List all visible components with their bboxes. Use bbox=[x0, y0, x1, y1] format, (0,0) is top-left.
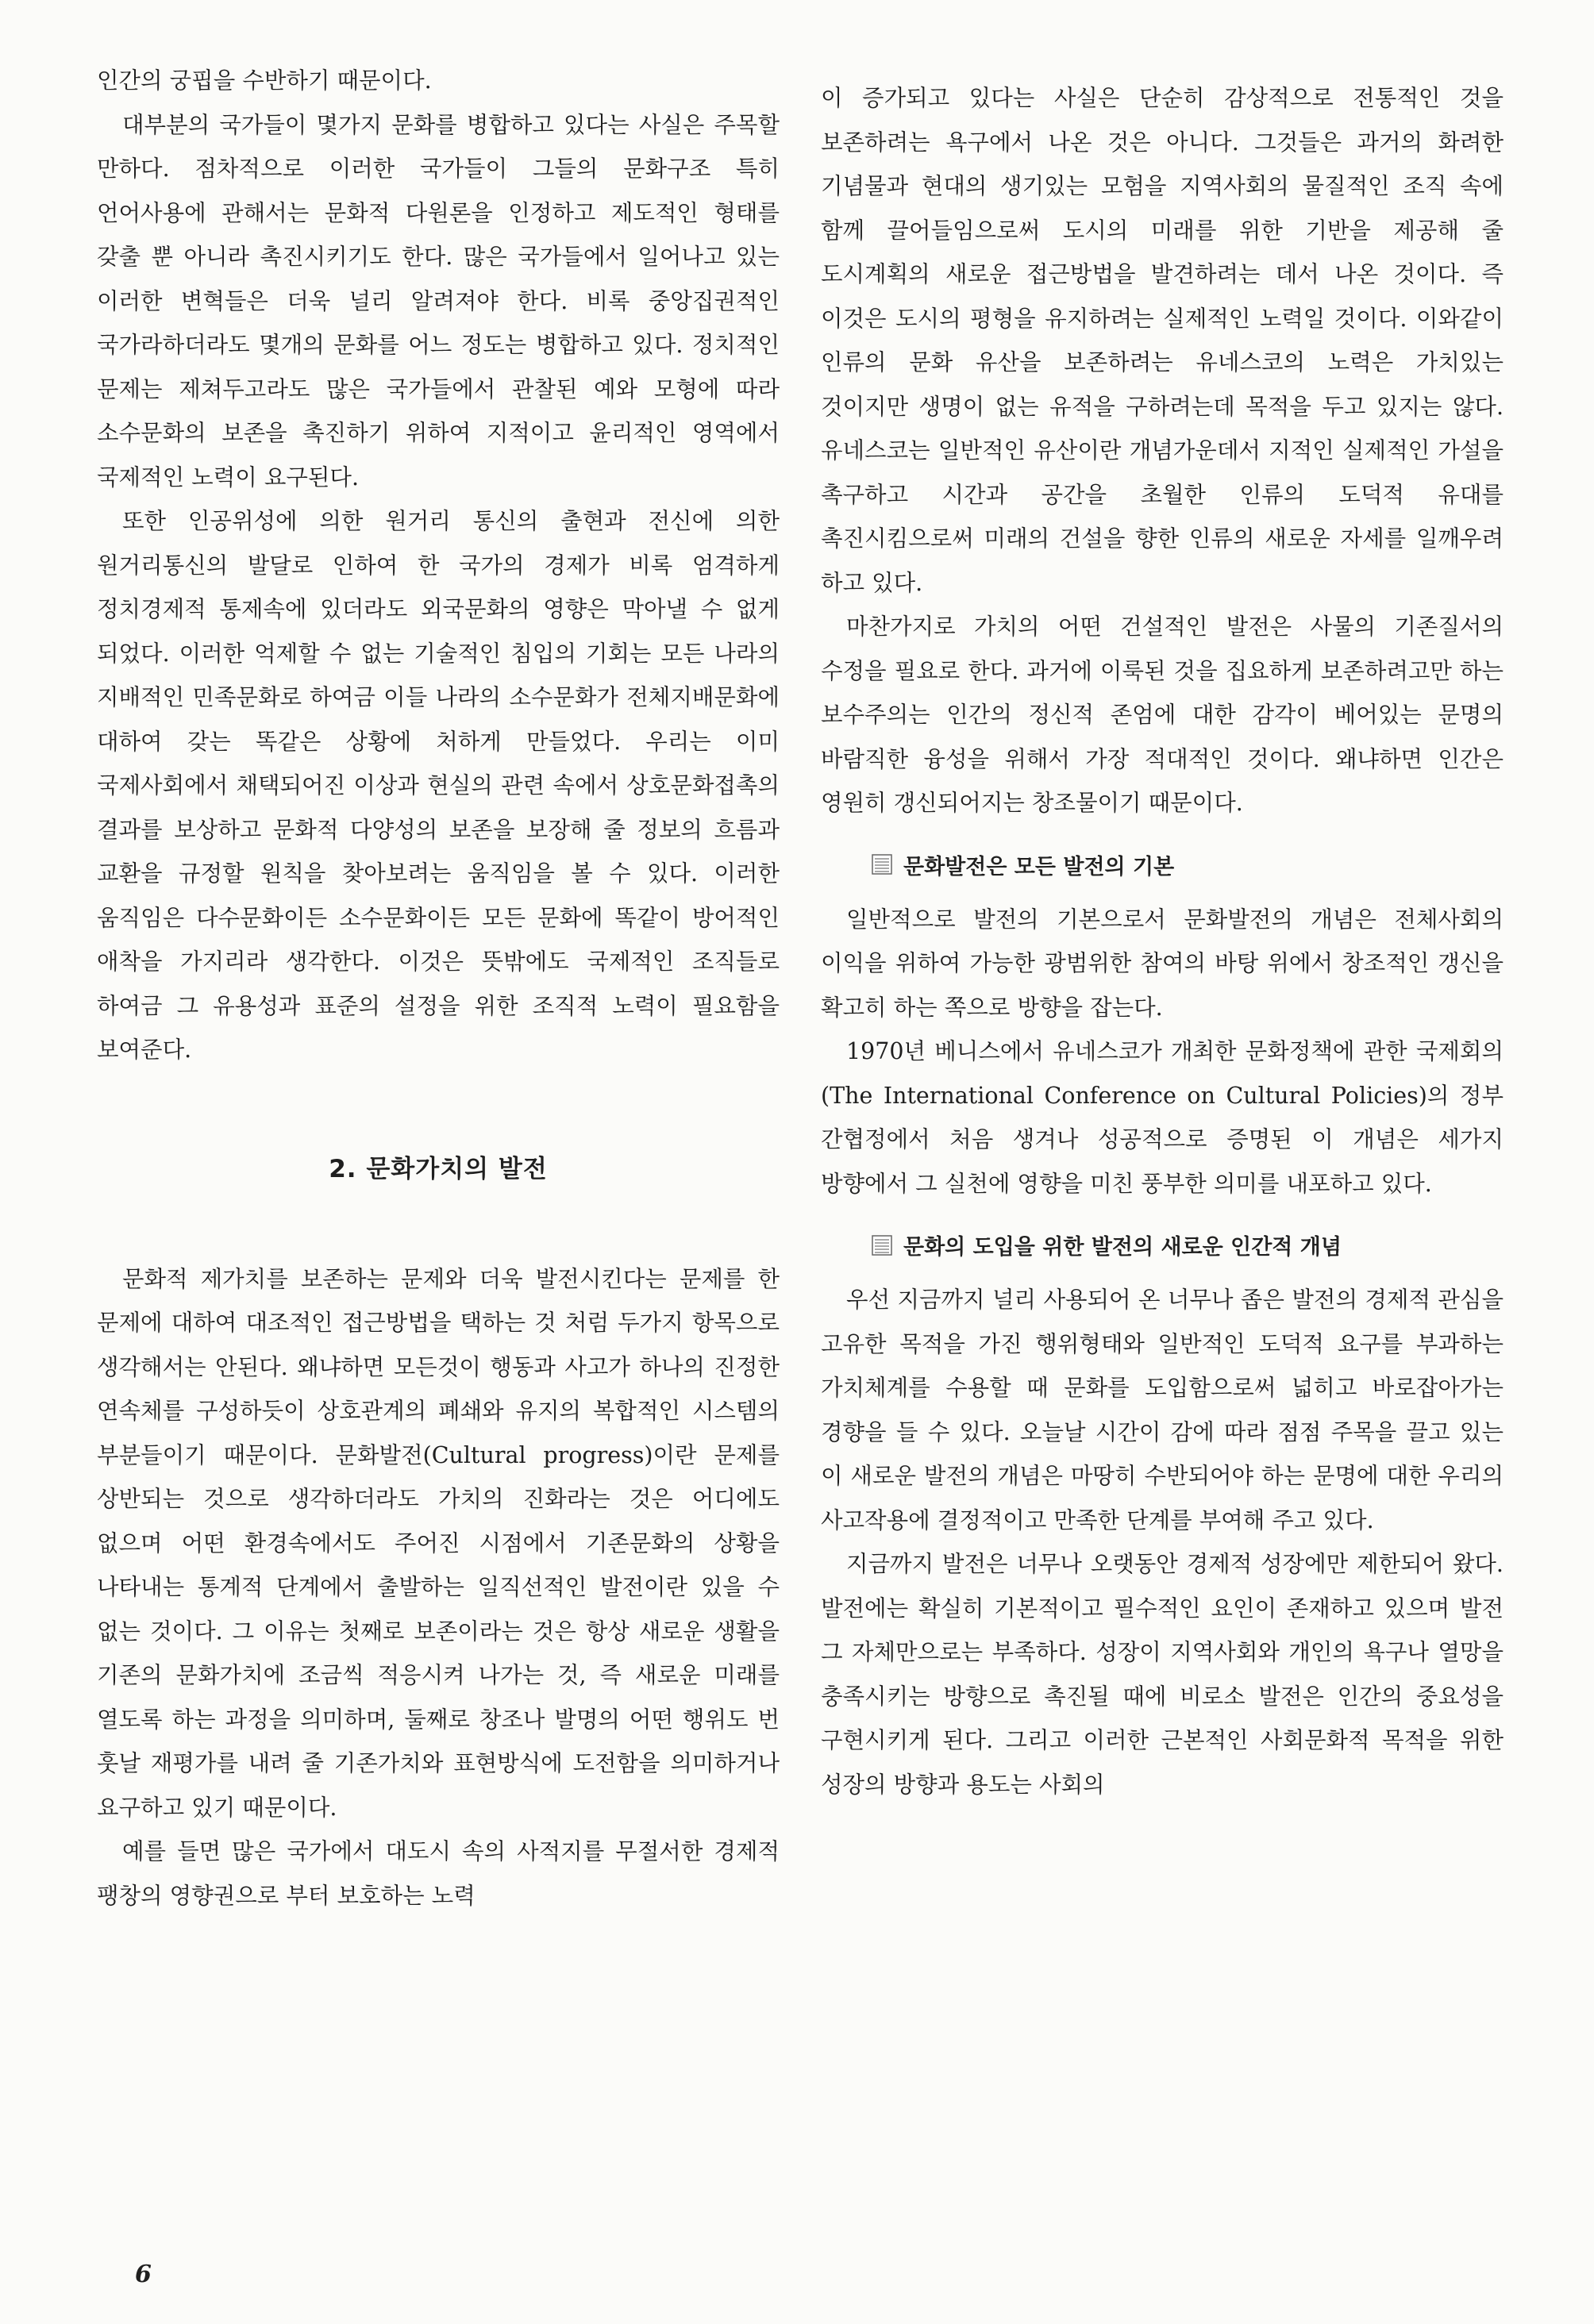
paragraph: 예를 들면 많은 국가에서 대도시 속의 사적지를 무절서한 경제적 팽창의 영향권으로 부터 보호하는 노력 bbox=[97, 1838, 780, 1909]
subheading-text: 문화의 도입을 위한 발전의 새로운 인간적 개념 bbox=[903, 1235, 1342, 1260]
paragraph: 이 증가되고 있다는 사실은 단순히 감상적으로 전통적인 것을 보존하려는 욕구에서 나온 것은 아니다. 그것들은 과거의 화려한 기념물과 현대의 생기있는 모험을 지역사회의 물질적인 조직 속에 함께 끌어들임으로써 도시의 미래를 위한 기반을 제공해 줄 도시계획의 새로운 접근방법을 발견하려는 데서 나온 것이다. 즉 이것은 도시의 평형을 유지하려는 실제적인 노력일 것이다. 이와같이 인류의 문화 유산을 보존하려는 유네스코의 노력은 가치있는 것이지만 생명이 없는 유적을 구하려는데 목적을 두고 있지는 않다. 유네스코는 일반적인 유산이란 개념가운데서 지적인 실제적인 가설을 촉구하고 시간과 공간을 초월한 인류의 도덕적 유대를 촉진시킴으로써 미래의 건설을 향한 인류의 새로운 자세를 일깨우려 하고 있다. bbox=[821, 85, 1504, 596]
right-column bbox=[821, 76, 1504, 1806]
paragraph: 대부분의 국가들이 몇가지 문화를 병합하고 있다는 사실은 주목할 만하다. 점차적으로 이러한 국가들이 그들의 문화구조 특히 언어사용에 관해서는 문화적 다원론을 인정하고 제도적인 형태를 갖출 뿐 아니라 촉진시키기도 한다. 많은 국가들에서 일어나고 있는 이러한 변혁들은 더욱 널리 알려져야 한다. 비록 중앙집권적인 국가라하더라도 몇개의 문화를 어느 정도는 병합하고 있다. 정치적인 문제는 제쳐두고라도 많은 국가들에서 관찰된 예와 모형에 따라 소수문화의 보존을 촉진하기 위하여 지적이고 윤리적인 영역에서 국제적인 노력이 요구된다. bbox=[97, 111, 780, 491]
paragraph: 일반적으로 발전의 기본으로서 문화발전의 개념은 전체사회의 이익을 위하여 가능한 광범위한 참여의 바탕 위에서 창조적인 갱신을 확고히 하는 쪽으로 방향을 잡는다. bbox=[821, 906, 1504, 1021]
square-bullet-icon bbox=[872, 1235, 892, 1256]
square-bullet-icon bbox=[872, 854, 892, 875]
paragraph: 또한 인공위성에 의한 원거리 통신의 출현과 전신에 의한 원거리통신의 발달로 인하여 한 국가의 경제가 비록 엄격하게 정치경제적 통제속에 있더라도 외국문화의 영향은 막아낼 수 없게 되었다. 이러한 억제할 수 없는 기술적인 침입의 기회는 모든 나라의 지배적인 민족문화로 하여금 이들 나라의 소수문화가 전체지배문화에 대하여 갖는 똑같은 상황에 처하게 만들었다. 우리는 이미 국제사회에서 채택되어진 이상과 현실의 관련 속에서 상호문화접촉의 결과를 보상하고 문화적 다양성의 보존을 보장해 줄 정보의 흐름과 교환을 규정할 원칙을 찾아보려는 움직임을 볼 수 있다. 이러한 움직임은 다수문화이든 소수문화이든 모든 문화에 똑같이 방어적인 애착을 가지리라 생각한다. 이것은 뜻밖에도 국제적인 조직들로 하여금 그 유용성과 표준의 설정을 위한 조직적 노력이 필요함을 보여준다. bbox=[97, 508, 780, 1063]
section-title: 2. 문화가치의 발전 bbox=[329, 1154, 548, 1183]
paragraph: 우선 지금까지 널리 사용되어 온 너무나 좁은 발전의 경제적 관심을 고유한 목적을 가진 행위형태와 일반적인 도덕적 요구를 부과하는 가치체계를 수용할 때 문화를 도입함으로써 넓히고 바로잡아가는 경향을 들 수 있다. 오늘날 시간이 감에 따라 점점 주목을 끌고 있는 이 새로운 발전의 개념은 마땅히 수반되어야 하는 문명에 대한 우리의 사고작용에 결정적이고 만족한 단계를 부여해 주고 있다. bbox=[821, 1287, 1504, 1533]
subheading-text: 문화발전은 모든 발전의 기본 bbox=[903, 854, 1175, 879]
left-column bbox=[97, 59, 780, 1918]
paragraph: 문화적 제가치를 보존하는 문제와 더욱 발전시킨다는 문제를 한 문제에 대하여 대조적인 접근방법을 택하는 것 처럼 두가지 항목으로 생각해서는 안된다. 왜냐하면 모든것이 행동과 사고가 하나의 진정한 연속체를 구성하듯이 상호관계의 폐쇄와 유지의 복합적인 시스템의 부분들이기 때문이다. 문화발전(Cultural progress)이란 문제를 상반되는 것으로 생각하더라도 가치의 진화라는 것은 어디에도 없으며 어떤 환경속에서도 주어진 시점에서 기존문화의 상황을 나타내는 통계적 단계에서 출발하는 일직선적인 발전이란 있을 수 없는 것이다. 그 이유는 첫째로 보존이라는 것은 항상 새로운 생활을 기존의 문화가치에 조금씩 적응시켜 나가는 것, 즉 새로운 미래를 열도록 하는 과정을 의미하며, 둘째로 창조나 발명의 어떤 행위도 번 훗날 재평가를 내려 줄 기존가치와 표현방식에 도전함을 의미하거나 요구하고 있기 때문이다. bbox=[97, 1265, 780, 1821]
paragraph: 1970년 베니스에서 유네스코가 개최한 문화정책에 관한 국제회의(The International Conference on Cultural Policies)의 정부 간협정에서 처음 생겨나 성공적으로 증명된 이 개념은 세가지 방향에서 그 실천에 영향을 미친 풍부한 의미를 내포하고 있다. bbox=[821, 1038, 1504, 1197]
paragraph: 지금까지 발전은 너무나 오랫동안 경제적 성장에만 제한되어 왔다. 발전에는 확실히 기본적이고 필수적인 요인이 존재하고 있으며 발전 그 자체만으로는 부족하다. 성장이 지역사회와 개인의 욕구나 열망을 충족시키는 방향으로 촉진될 때에 비로소 발전은 인간의 중요성을 구현시키게 된다. 그리고 이러한 근본적인 사회문화적 목적을 위한 성장의 방향과 용도는 사회의 bbox=[821, 1551, 1504, 1798]
page-number: 6 bbox=[135, 2261, 152, 2288]
subheading bbox=[872, 849, 1504, 880]
paragraph: 마찬가지로 가치의 어떤 건설적인 발전은 사물의 기존질서의 수정을 필요로 한다. 과거에 이룩된 것을 집요하게 보존하려고만 하는 보수주의는 인간의 정신적 존엄에 대한 감각이 베어있는 문명의 바람직한 융성을 위해서 가장 적대적인 것이다. 왜냐하면 인간은 영원히 갱신되어지는 창조물이기 때문이다. bbox=[821, 614, 1504, 816]
paragraph: 인간의 궁핍을 수반하기 때문이다. bbox=[97, 67, 432, 94]
subheading bbox=[872, 1229, 1504, 1260]
